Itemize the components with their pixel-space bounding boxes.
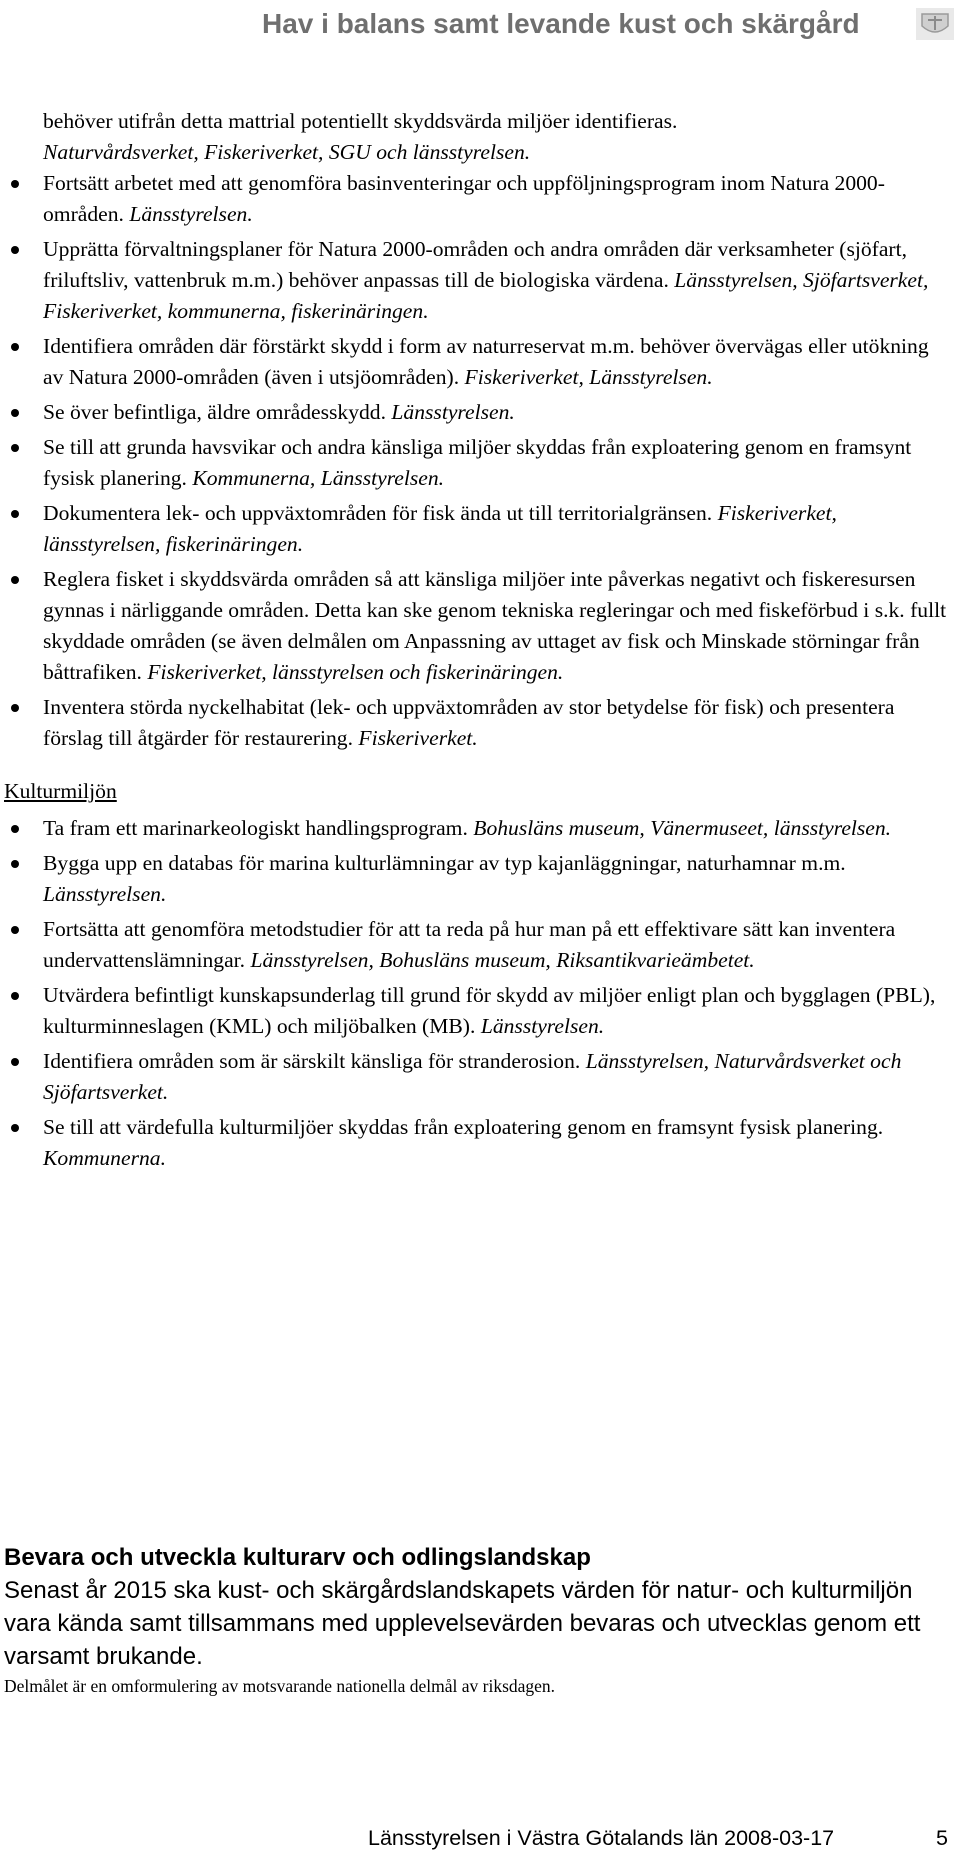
- list-item: [0, 432, 948, 494]
- action-list-culture: [0, 813, 960, 1174]
- list-item: [0, 980, 948, 1042]
- item-text: Identifiera områden som är särskilt känsliga för stranderosion.: [43, 1049, 581, 1073]
- section-heading-kulturmiljon: Kulturmiljön: [4, 779, 117, 803]
- list-item: [0, 498, 948, 560]
- goal-section: [4, 1542, 954, 1699]
- responsible-parties: Länsstyrelsen.: [480, 1014, 605, 1038]
- paragraph-text: behöver utifrån detta mattrial potentiellt skyddsvärda miljöer identifieras.: [43, 109, 678, 133]
- bullet-icon: [11, 992, 19, 1000]
- continuation-paragraph: [43, 106, 948, 168]
- responsible-parties: Naturvårdsverket, Fiskeriverket, SGU och länsstyrelsen.: [43, 140, 531, 164]
- responsible-parties: Länsstyrelsen.: [391, 400, 515, 424]
- responsible-parties: Länsstyrelsen, Bohusläns museum, Riksantikvarieämbetet.: [250, 948, 755, 972]
- bullet-icon: [11, 825, 19, 833]
- item-text: Identifiera områden där förstärkt skydd i form av naturreservat m.m. behöver övervägas eller utökning av Natura 2000-områden (även i utsjöområden).: [43, 334, 929, 389]
- list-item: [0, 848, 948, 910]
- responsible-parties: Länsstyrelsen, Naturvårdsverket och Sjöfartsverket.: [43, 1049, 902, 1104]
- bullet-icon: [11, 576, 19, 584]
- bullet-icon: [11, 510, 19, 518]
- list-item: [0, 813, 948, 844]
- bullet-icon: [11, 1124, 19, 1132]
- list-item: [0, 331, 948, 393]
- list-item: [0, 914, 948, 976]
- goal-note: Delmålet är en omformulering av motsvarande nationella delmål av riksdagen.: [4, 1676, 556, 1696]
- goal-text: Senast år 2015 ska kust- och skärgårdslandskapets värden för natur- och kulturmiljön vara kända samt tillsammans med upplevelsevärden bevaras och utvecklas genom ett varsamt brukande.: [4, 1577, 921, 1670]
- item-text: Se till att värdefulla kulturmiljöer skyddas från exploatering genom en framsynt fysisk planering.: [43, 1115, 884, 1139]
- responsible-parties: Fiskeriverket.: [358, 726, 478, 750]
- county-logo-icon: [914, 4, 956, 44]
- list-item: [0, 1046, 948, 1108]
- bullet-icon: [11, 343, 19, 351]
- footer-text: Länsstyrelsen i Västra Götalands län 2008-03-17: [368, 1826, 835, 1850]
- responsible-parties: Länsstyrelsen, Sjöfartsverket, Fiskeriverket, kommunerna, fiskerinäringen.: [43, 268, 929, 323]
- bullet-icon: [11, 180, 19, 188]
- responsible-parties: Fiskeriverket, länsstyrelsen och fiskerinäringen.: [147, 660, 564, 684]
- item-text: Se över befintliga, äldre områdesskydd.: [43, 400, 387, 424]
- list-item: [0, 692, 948, 754]
- responsible-parties: Bohusläns museum, Vänermuseet, länsstyrelsen.: [473, 816, 892, 840]
- page-number: 5: [936, 1826, 948, 1850]
- item-text: Upprätta förvaltningsplaner för Natura 2000-områden och andra områden där verksamheter (sjöfart, friluftsliv, vattenbruk m.m.) behöver anpassas till de biologiska värdena.: [43, 237, 908, 292]
- action-list-nature: [0, 168, 960, 754]
- bullet-icon: [11, 409, 19, 417]
- item-text: Inventera störda nyckelhabitat (lek- och uppväxtområden av stor betydelse för fisk) och presentera förslag till åtgärder för restaurering.: [43, 695, 895, 750]
- list-item: [0, 397, 948, 428]
- header-title: Hav i balans samt levande kust och skärgård: [262, 8, 860, 39]
- item-text: Bygga upp en databas för marina kulturlämningar av typ kajanläggningar, naturhamnar m.m.: [43, 851, 846, 875]
- list-item: [0, 564, 948, 688]
- responsible-parties: Fiskeriverket, länsstyrelsen, fiskerinäringen.: [43, 501, 837, 556]
- list-item: [0, 234, 948, 327]
- item-text: Reglera fisket i skyddsvärda områden så att känsliga miljöer inte påverkas negativt och fiskeresursen gynnas i närliggande områden. Detta kan ske genom tekniska regleringar och med fiskeförbud i s.k. fullt skyddade områden (se även delmålen om Anpassning av uttaget av fisk och Minskade störningar från båttrafiken.: [43, 567, 947, 684]
- responsible-parties: Länsstyrelsen.: [43, 882, 167, 906]
- responsible-parties: Länsstyrelsen.: [129, 202, 253, 226]
- bullet-icon: [11, 246, 19, 254]
- item-text: Dokumentera lek- och uppväxtområden för fisk ända ut till territorialgränsen.: [43, 501, 713, 525]
- main-content: [0, 106, 960, 1178]
- item-text: Utvärdera befintligt kunskapsunderlag till grund för skydd av miljöer enligt plan och bygglagen (PBL), kulturminneslagen (KML) och miljöbalken (MB).: [43, 983, 936, 1038]
- list-item: [0, 1112, 948, 1174]
- item-text: Fortsätta att genomföra metodstudier för att ta reda på hur man på ett effektivare sätt kan inventera undervattenslämningar.: [43, 917, 896, 972]
- bullet-icon: [11, 444, 19, 452]
- list-item: [0, 168, 948, 230]
- item-text: Fortsätt arbetet med att genomföra basinventeringar och uppföljningsprogram inom Natura 2000-områden.: [43, 171, 885, 226]
- bullet-icon: [11, 704, 19, 712]
- item-text: Se till att grunda havsvikar och andra känsliga miljöer skyddas från exploatering genom en framsynt fysisk planering.: [43, 435, 912, 490]
- responsible-parties: Kommunerna, Länsstyrelsen.: [192, 466, 445, 490]
- responsible-parties: Fiskeriverket, Länsstyrelsen.: [464, 365, 713, 389]
- item-text: Ta fram ett marinarkeologiskt handlingsprogram.: [43, 816, 468, 840]
- responsible-parties: Kommunerna.: [43, 1146, 166, 1170]
- bullet-icon: [11, 926, 19, 934]
- page-footer: [0, 1826, 960, 1854]
- goal-title: Bevara och utveckla kulturarv och odlingslandskap: [4, 1544, 591, 1571]
- bullet-icon: [11, 860, 19, 868]
- page-header: [0, 0, 960, 50]
- bullet-icon: [11, 1058, 19, 1066]
